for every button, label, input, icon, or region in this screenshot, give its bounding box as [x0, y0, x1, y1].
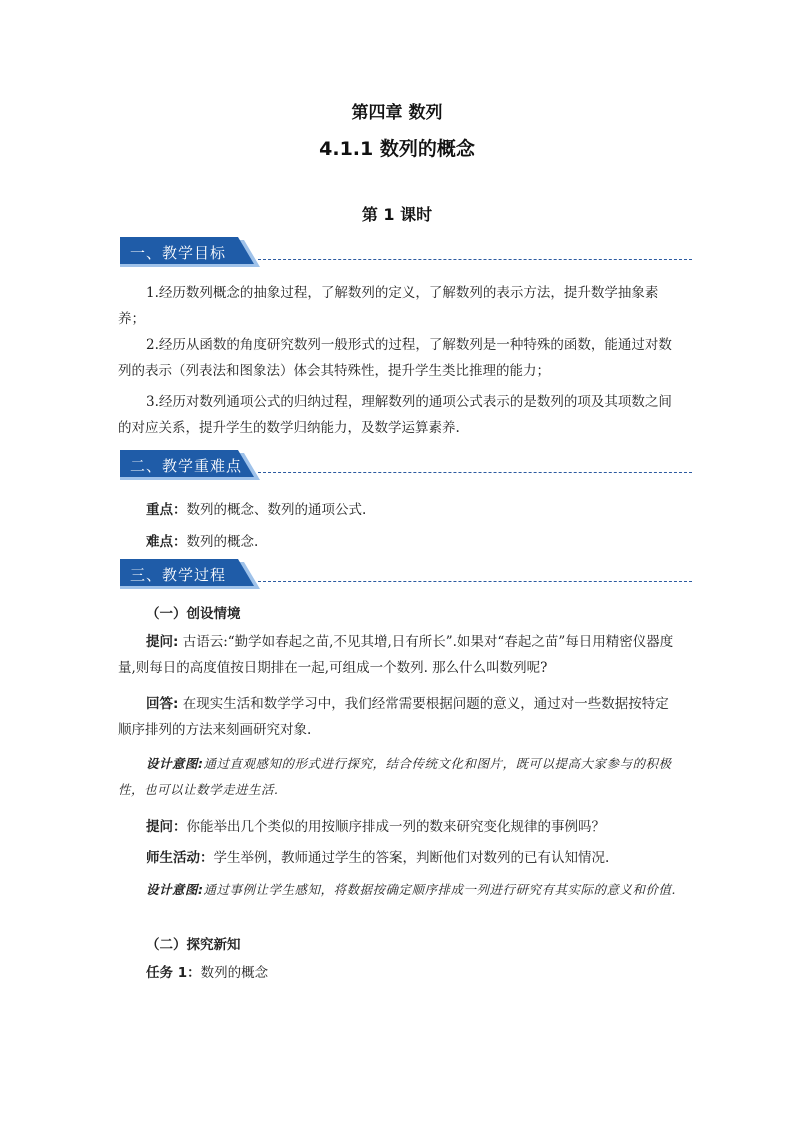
dashed-divider — [258, 259, 692, 260]
section-label: 二、教学重难点 — [130, 457, 243, 475]
question-text: 古语云:“勤学如春起之苗,不见其增,日有所长”.如果对“春起之苗”每日用精密仪器度量,则每日的高度值按日期排在一起,可组成一个数列. 那么什么叫数列呢? — [118, 634, 674, 676]
task-text: 数列的概念 — [200, 965, 269, 981]
dashed-divider — [258, 472, 692, 473]
section-label: 三、教学过程 — [130, 566, 227, 584]
answer-paragraph — [118, 691, 678, 743]
difficulty-label: 难点： — [146, 534, 187, 550]
design-intent-paragraph — [118, 751, 678, 803]
key-text: 数列的概念、数列的通项公式. — [186, 502, 367, 518]
subsection-heading: （二）探究新知 — [146, 937, 241, 953]
difficulty-line — [146, 529, 706, 555]
answer-label: 回答: — [146, 696, 179, 712]
key-label: 重点： — [146, 502, 187, 518]
objective-item: 3.经历对数列通项公式的归纳过程，理解数列的通项公式表示的是数列的项及其项数之间的对应关系，提升学生的数学归纳能力，及数学运算素养. — [118, 394, 672, 436]
answer-text: 在现实生活和数学学习中，我们经常需要根据问题的意义，通过对一些数据按特定顺序排列的方法来刻画研究对象. — [118, 696, 669, 738]
question-paragraph — [118, 814, 678, 840]
lesson-title: 4.1.1 数列的概念 — [319, 138, 475, 160]
activity-label: 师生活动： — [146, 850, 214, 866]
question-text: 你能举出几个类似的用按顺序排成一列的数来研究变化规律的事例吗？ — [186, 819, 605, 835]
design-intent-label: 设计意图: — [146, 756, 204, 771]
section-header-process — [120, 559, 692, 591]
question-paragraph — [118, 629, 678, 681]
dashed-divider — [258, 581, 692, 582]
task-line — [146, 960, 706, 986]
objective-item: 1.经历数列概念的抽象过程，了解数列的定义，了解数列的表示方法，提升数学抽象素养； — [118, 285, 659, 327]
task-label: 任务 1： — [146, 965, 201, 981]
section-header-objectives — [120, 237, 692, 269]
chapter-title: 第四章 数列 — [351, 103, 443, 123]
activity-text: 学生举例，教师通过学生的答案，判断他们对数列的已有认知情况. — [213, 850, 610, 866]
activity-paragraph — [118, 845, 678, 871]
subsection-heading: （一）创设情境 — [146, 606, 241, 622]
question-label: 提问: — [146, 634, 179, 650]
section-label: 一、教学目标 — [130, 244, 227, 262]
design-intent-text: 通过直观感知的形式进行探究，结合传统文化和图片，既可以提高大家参与的积极性，也可以让数学走进生活. — [118, 756, 672, 797]
objective-item: 2.经历从函数的角度研究数列一般形式的过程，了解数列是一种特殊的函数，能通过对数列的表示（列表法和图象法）体会其特殊性，提升学生类比推理的能力； — [118, 337, 672, 379]
section-header-key-points — [120, 450, 692, 482]
period-title: 第 1 课时 — [361, 205, 433, 224]
design-intent-paragraph — [118, 877, 678, 903]
question-label: 提问： — [146, 819, 187, 835]
design-intent-label: 设计意图: — [146, 882, 204, 897]
difficulty-text: 数列的概念. — [186, 534, 259, 550]
design-intent-text: 通过事例让学生感知，将数据按确定顺序排成一列进行研究有其实际的意义和价值. — [203, 882, 676, 897]
key-point-line — [146, 497, 706, 523]
